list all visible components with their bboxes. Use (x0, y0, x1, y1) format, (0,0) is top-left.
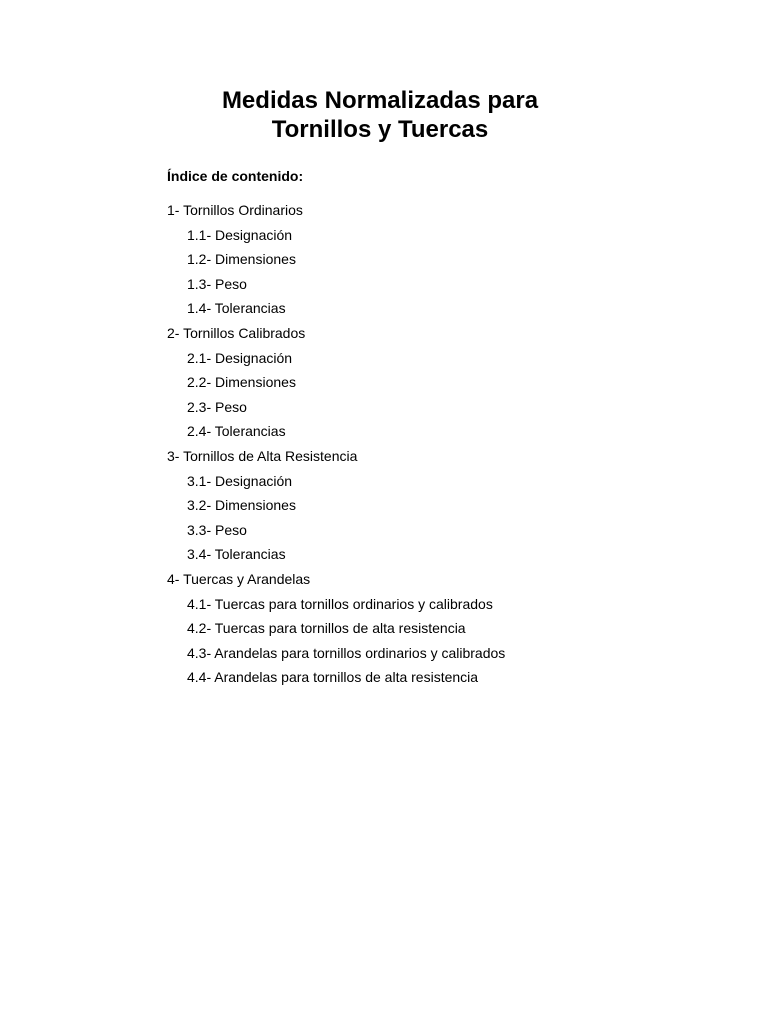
toc-subitem: 3.3- Peso (187, 521, 247, 538)
toc-subitem: 3.1- Designación (187, 472, 293, 489)
title-line-1: Medidas Normalizadas para (221, 87, 539, 114)
toc-heading: Índice de contenido: (167, 168, 304, 184)
page-title (0, 86, 760, 144)
toc-subitem: 1.4- Tolerancias (187, 300, 286, 317)
toc-subitem: 4.1- Tuercas para tornillos ordinarios y calibrados (187, 595, 493, 612)
toc-subitem: 2.2- Dimensiones (187, 374, 296, 391)
toc-subitem: 4.2- Tuercas para tornillos de alta resistencia (187, 620, 466, 637)
toc-subitem: 3.2- Dimensiones (187, 497, 296, 514)
toc-subitem: 3.4- Tolerancias (187, 546, 286, 563)
table-of-contents (167, 200, 505, 692)
toc-item: 4- Tuercas y Arandelas (167, 570, 311, 587)
toc-subitem: 1.2- Dimensiones (187, 251, 296, 268)
title-line-2: Tornillos y Tuercas (271, 116, 489, 143)
toc-subitem: 1.3- Peso (187, 275, 247, 292)
toc-item: 2- Tornillos Calibrados (167, 324, 306, 341)
toc-subitem: 4.3- Arandelas para tornillos ordinarios y calibrados (187, 644, 506, 661)
toc-item: 1- Tornillos Ordinarios (167, 202, 303, 218)
toc-subitem: 2.1- Designación (187, 349, 293, 366)
toc-subitem: 2.4- Tolerancias (187, 423, 286, 440)
toc-subitem: 1.1- Designación (187, 226, 293, 243)
toc-item: 3- Tornillos de Alta Resistencia (167, 447, 358, 464)
toc-subitem: 4.4- Arandelas para tornillos de alta resistencia (187, 669, 479, 686)
toc-subitem: 2.3- Peso (187, 398, 247, 415)
